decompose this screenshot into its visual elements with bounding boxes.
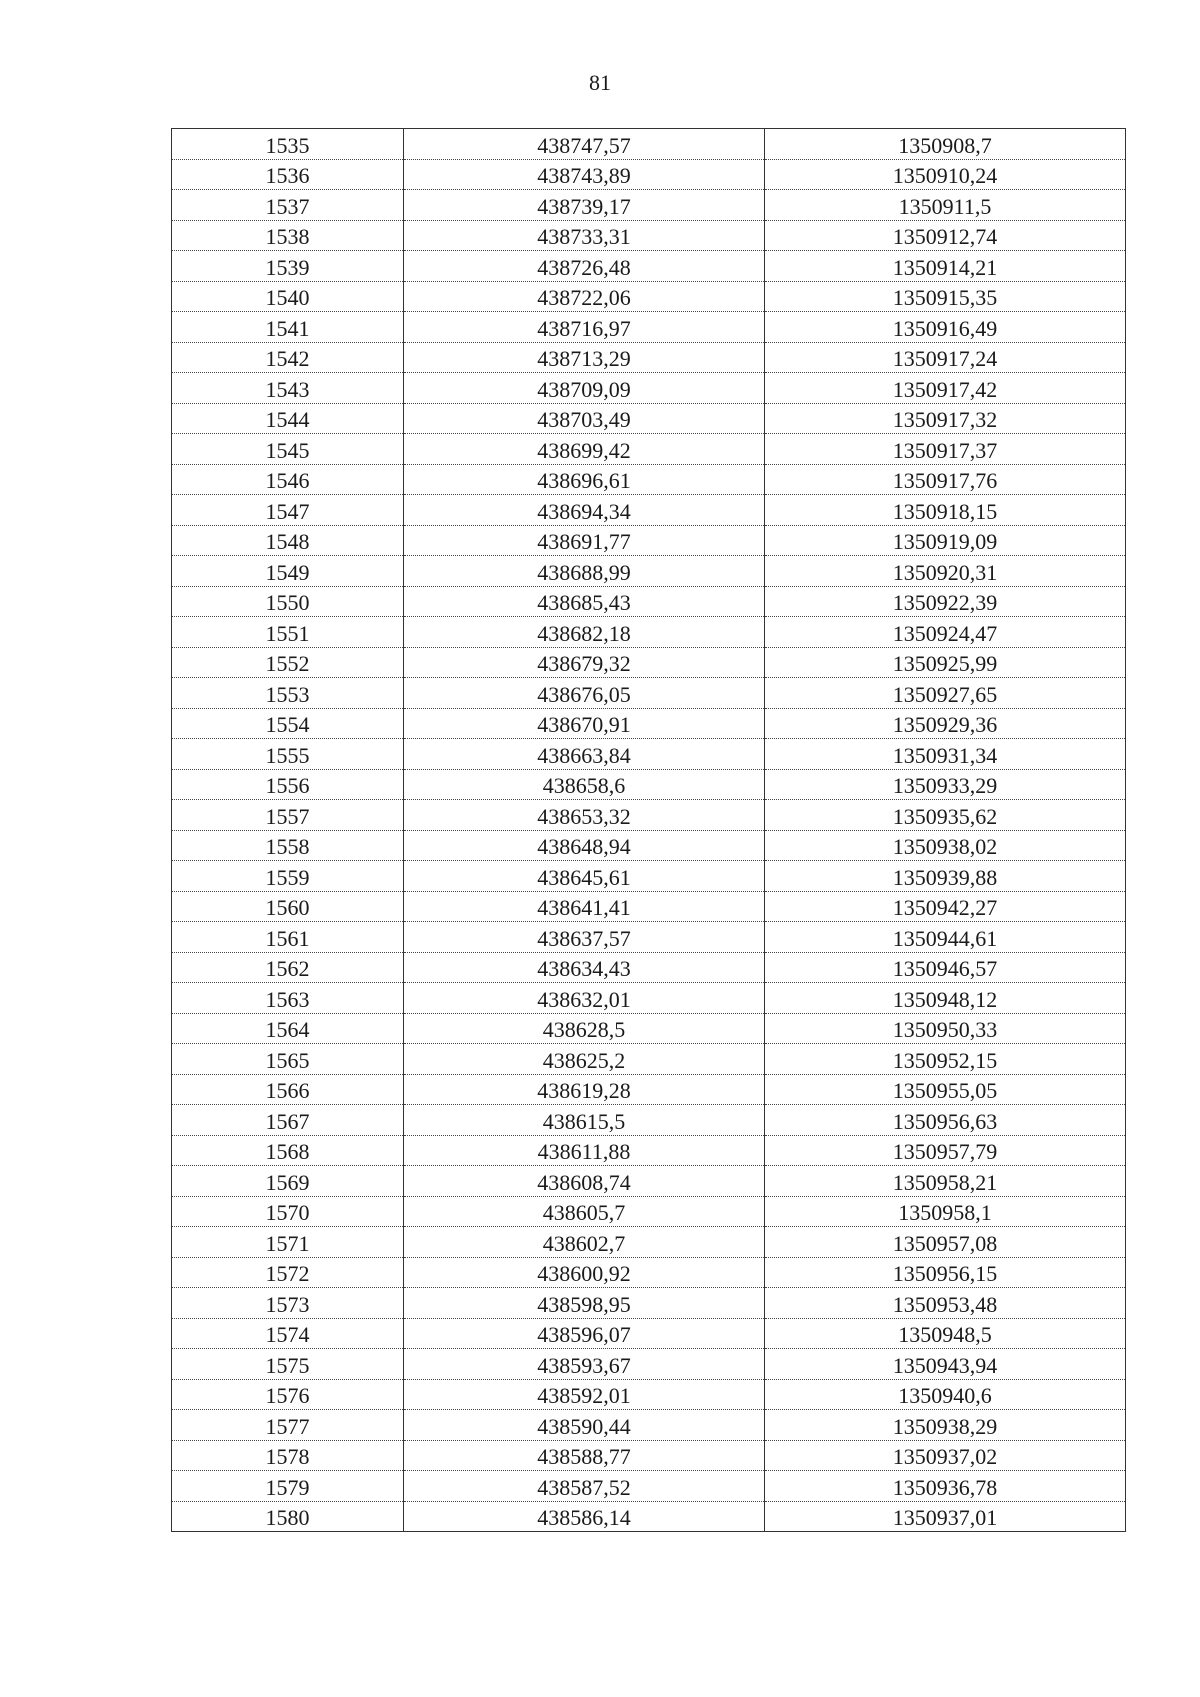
table-row	[172, 1135, 1126, 1166]
x-coordinate-cell: 438696,61	[404, 464, 765, 495]
y-coordinate-cell: 1350912,74	[765, 220, 1126, 251]
y-coordinate-cell: 1350956,15	[765, 1257, 1126, 1288]
table-row	[172, 922, 1126, 953]
y-coordinate-cell: 1350918,15	[765, 495, 1126, 526]
y-coordinate-cell: 1350936,78	[765, 1471, 1126, 1502]
table-row	[172, 556, 1126, 587]
x-coordinate-cell: 438586,14	[404, 1501, 765, 1532]
y-coordinate-cell: 1350917,32	[765, 403, 1126, 434]
table-row	[172, 312, 1126, 343]
x-coordinate-cell: 438608,74	[404, 1166, 765, 1197]
point-number-cell: 1536	[172, 159, 404, 190]
table-row	[172, 1288, 1126, 1319]
x-coordinate-cell: 438619,28	[404, 1074, 765, 1105]
y-coordinate-cell: 1350927,65	[765, 678, 1126, 709]
table-row	[172, 983, 1126, 1014]
x-coordinate-cell: 438699,42	[404, 434, 765, 465]
x-coordinate-cell: 438679,32	[404, 647, 765, 678]
table-row	[172, 861, 1126, 892]
point-number-cell: 1541	[172, 312, 404, 343]
x-coordinate-cell: 438685,43	[404, 586, 765, 617]
point-number-cell: 1542	[172, 342, 404, 373]
x-coordinate-cell: 438688,99	[404, 556, 765, 587]
y-coordinate-cell: 1350917,76	[765, 464, 1126, 495]
point-number-cell: 1577	[172, 1410, 404, 1441]
y-coordinate-cell: 1350916,49	[765, 312, 1126, 343]
x-coordinate-cell: 438611,88	[404, 1135, 765, 1166]
y-coordinate-cell: 1350938,29	[765, 1410, 1126, 1441]
point-number-cell: 1547	[172, 495, 404, 526]
table-row	[172, 1349, 1126, 1380]
page-number: 81	[589, 70, 611, 95]
point-number-cell: 1553	[172, 678, 404, 709]
x-coordinate-cell: 438670,91	[404, 708, 765, 739]
y-coordinate-cell: 1350919,09	[765, 525, 1126, 556]
x-coordinate-cell: 438596,07	[404, 1318, 765, 1349]
y-coordinate-cell: 1350910,24	[765, 159, 1126, 190]
table-row	[172, 1257, 1126, 1288]
y-coordinate-cell: 1350938,02	[765, 830, 1126, 861]
y-coordinate-cell: 1350917,24	[765, 342, 1126, 373]
y-coordinate-cell: 1350957,08	[765, 1227, 1126, 1258]
point-number-cell: 1579	[172, 1471, 404, 1502]
table-row	[172, 190, 1126, 221]
x-coordinate-cell: 438682,18	[404, 617, 765, 648]
y-coordinate-cell: 1350929,36	[765, 708, 1126, 739]
y-coordinate-cell: 1350957,79	[765, 1135, 1126, 1166]
table-row	[172, 373, 1126, 404]
point-number-cell: 1548	[172, 525, 404, 556]
table-row	[172, 1379, 1126, 1410]
y-coordinate-cell: 1350939,88	[765, 861, 1126, 892]
x-coordinate-cell: 438592,01	[404, 1379, 765, 1410]
x-coordinate-cell: 438653,32	[404, 800, 765, 831]
y-coordinate-cell: 1350925,99	[765, 647, 1126, 678]
point-number-cell: 1574	[172, 1318, 404, 1349]
x-coordinate-cell: 438648,94	[404, 830, 765, 861]
point-number-cell: 1576	[172, 1379, 404, 1410]
y-coordinate-cell: 1350937,01	[765, 1501, 1126, 1532]
table-row	[172, 739, 1126, 770]
x-coordinate-cell: 438733,31	[404, 220, 765, 251]
point-number-cell: 1573	[172, 1288, 404, 1319]
table-row	[172, 1105, 1126, 1136]
y-coordinate-cell: 1350924,47	[765, 617, 1126, 648]
point-number-cell: 1566	[172, 1074, 404, 1105]
point-number-cell: 1538	[172, 220, 404, 251]
y-coordinate-cell: 1350948,5	[765, 1318, 1126, 1349]
table-row	[172, 129, 1126, 160]
x-coordinate-cell: 438713,29	[404, 342, 765, 373]
y-coordinate-cell: 1350958,1	[765, 1196, 1126, 1227]
table-row	[172, 1471, 1126, 1502]
table-row	[172, 159, 1126, 190]
x-coordinate-cell: 438645,61	[404, 861, 765, 892]
y-coordinate-cell: 1350943,94	[765, 1349, 1126, 1380]
y-coordinate-cell: 1350952,15	[765, 1044, 1126, 1075]
point-number-cell: 1563	[172, 983, 404, 1014]
point-number-cell: 1572	[172, 1257, 404, 1288]
y-coordinate-cell: 1350935,62	[765, 800, 1126, 831]
point-number-cell: 1551	[172, 617, 404, 648]
x-coordinate-cell: 438691,77	[404, 525, 765, 556]
table-row	[172, 586, 1126, 617]
x-coordinate-cell: 438641,41	[404, 891, 765, 922]
point-number-cell: 1565	[172, 1044, 404, 1075]
x-coordinate-cell: 438726,48	[404, 251, 765, 282]
point-number-cell: 1559	[172, 861, 404, 892]
x-coordinate-cell: 438676,05	[404, 678, 765, 709]
table-row	[172, 830, 1126, 861]
point-number-cell: 1569	[172, 1166, 404, 1197]
table-row	[172, 464, 1126, 495]
point-number-cell: 1539	[172, 251, 404, 282]
x-coordinate-cell: 438588,77	[404, 1440, 765, 1471]
coordinates-table-body	[172, 129, 1126, 1532]
table-row	[172, 708, 1126, 739]
point-number-cell: 1580	[172, 1501, 404, 1532]
table-row	[172, 1440, 1126, 1471]
point-number-cell: 1546	[172, 464, 404, 495]
table-row	[172, 1044, 1126, 1075]
x-coordinate-cell: 438722,06	[404, 281, 765, 312]
y-coordinate-cell: 1350931,34	[765, 739, 1126, 770]
x-coordinate-cell: 438634,43	[404, 952, 765, 983]
table-row	[172, 281, 1126, 312]
x-coordinate-cell: 438593,67	[404, 1349, 765, 1380]
y-coordinate-cell: 1350942,27	[765, 891, 1126, 922]
point-number-cell: 1552	[172, 647, 404, 678]
x-coordinate-cell: 438625,2	[404, 1044, 765, 1075]
point-number-cell: 1575	[172, 1349, 404, 1380]
table-row	[172, 1410, 1126, 1441]
x-coordinate-cell: 438694,34	[404, 495, 765, 526]
x-coordinate-cell: 438637,57	[404, 922, 765, 953]
y-coordinate-cell: 1350917,42	[765, 373, 1126, 404]
point-number-cell: 1540	[172, 281, 404, 312]
point-number-cell: 1564	[172, 1013, 404, 1044]
point-number-cell: 1561	[172, 922, 404, 953]
y-coordinate-cell: 1350946,57	[765, 952, 1126, 983]
table-row	[172, 952, 1126, 983]
x-coordinate-cell: 438663,84	[404, 739, 765, 770]
point-number-cell: 1557	[172, 800, 404, 831]
point-number-cell: 1568	[172, 1135, 404, 1166]
point-number-cell: 1535	[172, 129, 404, 160]
point-number-cell: 1556	[172, 769, 404, 800]
y-coordinate-cell: 1350955,05	[765, 1074, 1126, 1105]
table-row	[172, 403, 1126, 434]
y-coordinate-cell: 1350956,63	[765, 1105, 1126, 1136]
x-coordinate-cell: 438590,44	[404, 1410, 765, 1441]
y-coordinate-cell: 1350933,29	[765, 769, 1126, 800]
table-row	[172, 1166, 1126, 1197]
y-coordinate-cell: 1350953,48	[765, 1288, 1126, 1319]
x-coordinate-cell: 438598,95	[404, 1288, 765, 1319]
point-number-cell: 1567	[172, 1105, 404, 1136]
x-coordinate-cell: 438605,7	[404, 1196, 765, 1227]
table-row	[172, 342, 1126, 373]
point-number-cell: 1545	[172, 434, 404, 465]
y-coordinate-cell: 1350914,21	[765, 251, 1126, 282]
table-row	[172, 617, 1126, 648]
x-coordinate-cell: 438600,92	[404, 1257, 765, 1288]
y-coordinate-cell: 1350958,21	[765, 1166, 1126, 1197]
table-row	[172, 220, 1126, 251]
table-row	[172, 1501, 1126, 1532]
point-number-cell: 1554	[172, 708, 404, 739]
x-coordinate-cell: 438658,6	[404, 769, 765, 800]
point-number-cell: 1550	[172, 586, 404, 617]
table-row	[172, 800, 1126, 831]
x-coordinate-cell: 438716,97	[404, 312, 765, 343]
point-number-cell: 1560	[172, 891, 404, 922]
table-row	[172, 891, 1126, 922]
table-row	[172, 1074, 1126, 1105]
x-coordinate-cell: 438628,5	[404, 1013, 765, 1044]
point-number-cell: 1555	[172, 739, 404, 770]
x-coordinate-cell: 438615,5	[404, 1105, 765, 1136]
x-coordinate-cell: 438743,89	[404, 159, 765, 190]
x-coordinate-cell: 438709,09	[404, 373, 765, 404]
table-row	[172, 647, 1126, 678]
table-row	[172, 1227, 1126, 1258]
x-coordinate-cell: 438703,49	[404, 403, 765, 434]
point-number-cell: 1558	[172, 830, 404, 861]
y-coordinate-cell: 1350920,31	[765, 556, 1126, 587]
point-number-cell: 1537	[172, 190, 404, 221]
point-number-cell: 1578	[172, 1440, 404, 1471]
y-coordinate-cell: 1350948,12	[765, 983, 1126, 1014]
point-number-cell: 1571	[172, 1227, 404, 1258]
table-row	[172, 1318, 1126, 1349]
table-row	[172, 769, 1126, 800]
y-coordinate-cell: 1350944,61	[765, 922, 1126, 953]
y-coordinate-cell: 1350908,7	[765, 129, 1126, 160]
table-row	[172, 251, 1126, 282]
y-coordinate-cell: 1350940,6	[765, 1379, 1126, 1410]
table-row	[172, 678, 1126, 709]
x-coordinate-cell: 438602,7	[404, 1227, 765, 1258]
point-number-cell: 1570	[172, 1196, 404, 1227]
point-number-cell: 1544	[172, 403, 404, 434]
point-number-cell: 1549	[172, 556, 404, 587]
y-coordinate-cell: 1350915,35	[765, 281, 1126, 312]
point-number-cell: 1562	[172, 952, 404, 983]
point-number-cell: 1543	[172, 373, 404, 404]
y-coordinate-cell: 1350911,5	[765, 190, 1126, 221]
y-coordinate-cell: 1350917,37	[765, 434, 1126, 465]
x-coordinate-cell: 438587,52	[404, 1471, 765, 1502]
table-row	[172, 434, 1126, 465]
table-row	[172, 1196, 1126, 1227]
y-coordinate-cell: 1350922,39	[765, 586, 1126, 617]
table-row	[172, 525, 1126, 556]
y-coordinate-cell: 1350950,33	[765, 1013, 1126, 1044]
coordinates-table	[171, 128, 1126, 1532]
x-coordinate-cell: 438747,57	[404, 129, 765, 160]
x-coordinate-cell: 438739,17	[404, 190, 765, 221]
x-coordinate-cell: 438632,01	[404, 983, 765, 1014]
table-row	[172, 1013, 1126, 1044]
table-row	[172, 495, 1126, 526]
y-coordinate-cell: 1350937,02	[765, 1440, 1126, 1471]
